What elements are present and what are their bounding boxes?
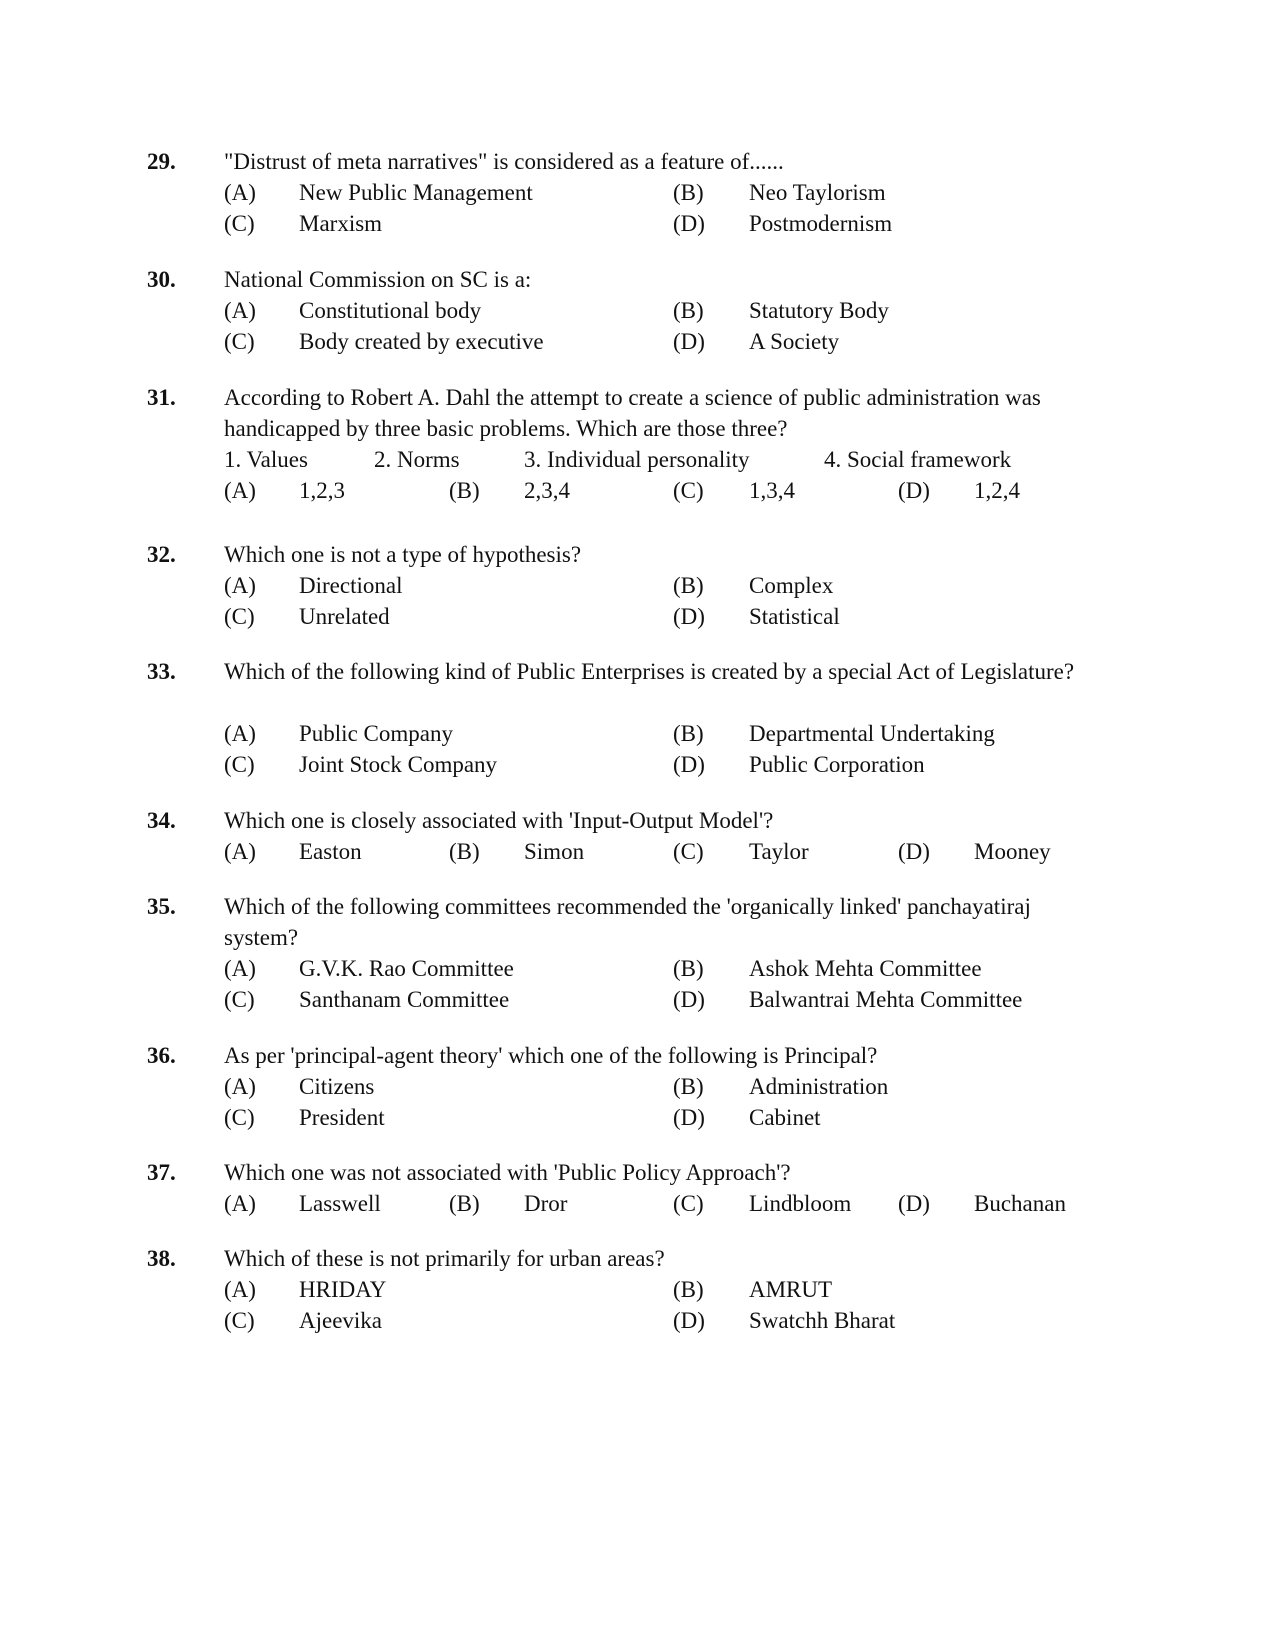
options-row	[0, 836, 1275, 868]
option-label-c: (C)	[224, 752, 255, 777]
question-number: 29.	[147, 149, 176, 174]
option-text-c: Santhanam Committee	[299, 987, 510, 1012]
option-label-c: (C)	[673, 1191, 704, 1216]
option-label-a: (A)	[224, 180, 256, 205]
option-text-b: Complex	[749, 573, 834, 598]
options-row	[0, 475, 1275, 507]
option-label-a: (A)	[224, 839, 256, 864]
option-label-b: (B)	[673, 180, 704, 205]
question-number: 37.	[147, 1160, 176, 1185]
options-row	[0, 1071, 1275, 1103]
option-label-a: (A)	[224, 298, 256, 323]
question-number: 34.	[147, 808, 176, 833]
option-text-b: Ashok Mehta Committee	[749, 956, 982, 981]
statement-item: 3. Individual personality	[524, 447, 750, 472]
option-text-b: 2,3,4	[524, 478, 570, 503]
question-number: 32.	[147, 542, 176, 567]
option-label-a: (A)	[224, 1074, 256, 1099]
option-label-d: (D)	[898, 1191, 930, 1216]
options-row	[0, 749, 1275, 781]
option-label-b: (B)	[673, 721, 704, 746]
statement-item: 1. Values	[224, 447, 308, 472]
option-text-d: Postmodernism	[749, 211, 893, 236]
option-text-b: Administration	[749, 1074, 889, 1099]
option-text-d: Statistical	[749, 604, 840, 629]
question-text: Which one is closely associated with 'Input-Output Model'?	[224, 808, 774, 833]
option-label-b: (B)	[673, 1277, 704, 1302]
option-text-d: Balwantrai Mehta Committee	[749, 987, 1023, 1012]
options-row	[0, 601, 1275, 633]
option-label-c: (C)	[224, 604, 255, 629]
option-label-b: (B)	[673, 298, 704, 323]
options-row	[0, 1188, 1275, 1220]
option-label-b: (B)	[673, 956, 704, 981]
question-text: "Distrust of meta narratives" is considered as a feature of......	[224, 149, 784, 174]
option-text-b: Dror	[524, 1191, 568, 1216]
statement-items	[0, 444, 1275, 476]
question-text-line-2: system?	[224, 925, 299, 950]
option-label-c: (C)	[224, 1105, 255, 1130]
question-number: 36.	[147, 1043, 176, 1068]
option-label-b: (B)	[673, 1074, 704, 1099]
option-text-b: AMRUT	[749, 1277, 833, 1302]
options-row	[0, 295, 1275, 327]
option-text-a: Directional	[299, 573, 403, 598]
option-text-b: Neo Taylorism	[749, 180, 886, 205]
question-text: National Commission on SC is a:	[224, 267, 532, 292]
option-label-c: (C)	[224, 211, 255, 236]
option-label-d: (D)	[673, 329, 705, 354]
option-text-c: President	[299, 1105, 385, 1130]
question-text: As per 'principal-agent theory' which one of the following is Principal?	[224, 1043, 878, 1068]
question-text: Which of these is not primarily for urban areas?	[224, 1246, 665, 1271]
option-text-a: Easton	[299, 839, 362, 864]
options-row	[0, 1102, 1275, 1134]
option-text-c: Joint Stock Company	[299, 752, 498, 777]
option-text-a: Citizens	[299, 1074, 375, 1099]
options-row	[0, 570, 1275, 602]
options-row	[0, 208, 1275, 240]
option-text-a: New Public Management	[299, 180, 533, 205]
option-label-d: (D)	[673, 1105, 705, 1130]
option-text-b: Statutory Body	[749, 298, 889, 323]
options-row	[0, 326, 1275, 358]
option-label-d: (D)	[673, 987, 705, 1012]
option-label-d: (D)	[673, 604, 705, 629]
option-text-a: Public Company	[299, 721, 453, 746]
option-label-a: (A)	[224, 1277, 256, 1302]
question-text-line-1: Which of the following committees recommended the 'organically linked' panchayatiraj	[224, 894, 1031, 919]
option-label-b: (B)	[449, 1191, 480, 1216]
option-label-d: (D)	[898, 478, 930, 503]
option-text-c: Unrelated	[299, 604, 390, 629]
option-text-c: Taylor	[749, 839, 809, 864]
question-number: 31.	[147, 385, 176, 410]
option-label-c: (C)	[224, 1308, 255, 1333]
options-row	[0, 953, 1275, 985]
option-text-c: Body created by executive	[299, 329, 544, 354]
option-text-a: 1,2,3	[299, 478, 345, 503]
option-label-a: (A)	[224, 1191, 256, 1216]
option-label-a: (A)	[224, 478, 256, 503]
option-label-d: (D)	[673, 1308, 705, 1333]
question-number: 33.	[147, 659, 176, 684]
options-row	[0, 984, 1275, 1016]
option-text-b: Departmental Undertaking	[749, 721, 995, 746]
option-label-a: (A)	[224, 956, 256, 981]
option-label-c: (C)	[673, 839, 704, 864]
options-row	[0, 718, 1275, 750]
option-label-b: (B)	[449, 478, 480, 503]
options-row	[0, 1305, 1275, 1337]
option-label-b: (B)	[449, 839, 480, 864]
question-text: Which of the following kind of Public Enterprises is created by a special Act of Legislature?	[224, 659, 1075, 684]
question-text-line-1: According to Robert A. Dahl the attempt to create a science of public administration was	[224, 385, 1041, 410]
option-text-d: Mooney	[974, 839, 1051, 864]
question-text-line-2: handicapped by three basic problems. Which are those three?	[224, 416, 788, 441]
option-text-d: 1,2,4	[974, 478, 1020, 503]
question-text: Which one was not associated with 'Public Policy Approach'?	[224, 1160, 791, 1185]
option-text-a: Constitutional body	[299, 298, 482, 323]
option-text-a: Lasswell	[299, 1191, 381, 1216]
option-text-b: Simon	[524, 839, 585, 864]
statement-item: 2. Norms	[374, 447, 460, 472]
option-text-a: HRIDAY	[299, 1277, 387, 1302]
question-text: Which one is not a type of hypothesis?	[224, 542, 582, 567]
option-text-c: Marxism	[299, 211, 383, 236]
option-label-d: (D)	[673, 752, 705, 777]
option-text-d: Buchanan	[974, 1191, 1066, 1216]
question-number: 38.	[147, 1246, 176, 1271]
option-label-d: (D)	[898, 839, 930, 864]
option-text-d: Public Corporation	[749, 752, 925, 777]
question-number: 35.	[147, 894, 176, 919]
option-text-c: 1,3,4	[749, 478, 795, 503]
option-label-c: (C)	[224, 987, 255, 1012]
option-label-b: (B)	[673, 573, 704, 598]
option-text-d: Cabinet	[749, 1105, 821, 1130]
option-text-d: A Society	[749, 329, 840, 354]
option-text-c: Lindbloom	[749, 1191, 852, 1216]
question-number: 30.	[147, 267, 176, 292]
option-label-c: (C)	[673, 478, 704, 503]
options-row	[0, 177, 1275, 209]
option-label-c: (C)	[224, 329, 255, 354]
option-label-a: (A)	[224, 721, 256, 746]
option-label-a: (A)	[224, 573, 256, 598]
option-text-c: Ajeevika	[299, 1308, 383, 1333]
option-text-a: G.V.K. Rao Committee	[299, 956, 514, 981]
options-row	[0, 1274, 1275, 1306]
option-text-d: Swatchh Bharat	[749, 1308, 896, 1333]
statement-item: 4. Social framework	[824, 447, 1012, 472]
option-label-d: (D)	[673, 211, 705, 236]
